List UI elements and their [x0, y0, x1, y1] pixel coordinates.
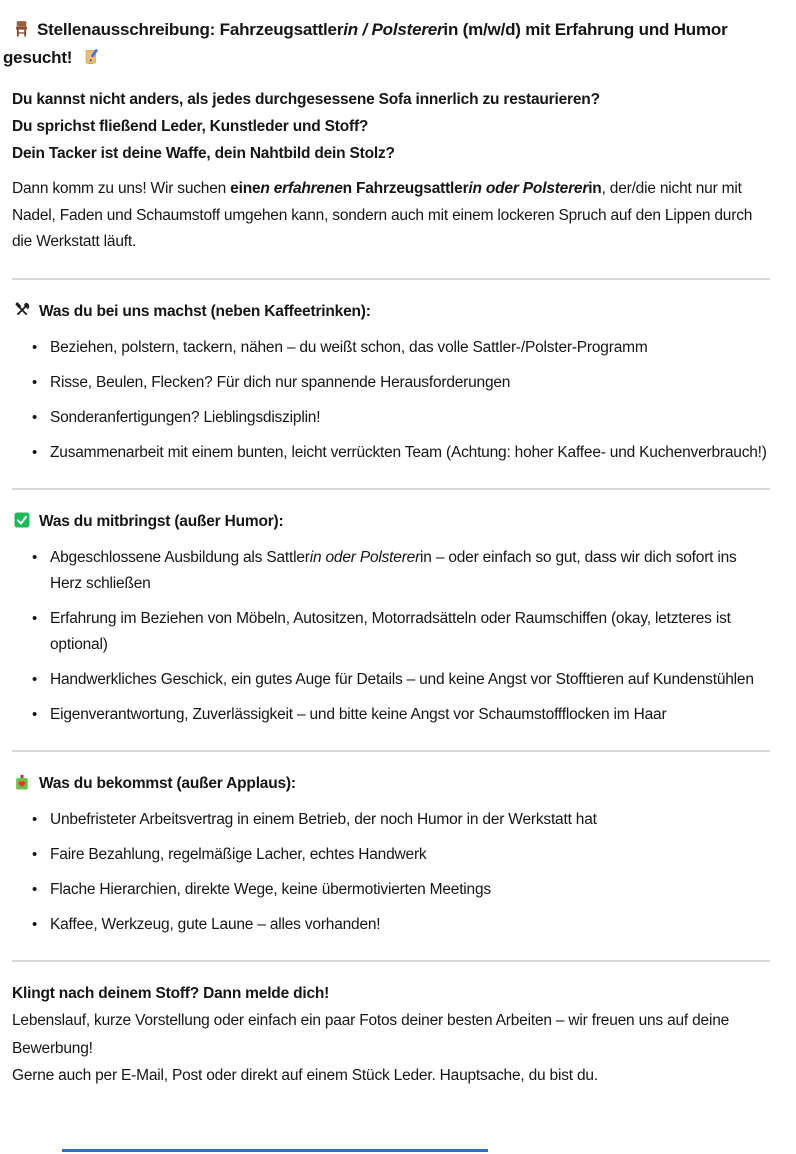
section-heading-label: Was du bei uns machst (neben Kaffeetrinken): [39, 302, 371, 320]
list-item: • Flache Hierarchien, direkte Wege, keine übermotivierten Meetings [12, 877, 770, 903]
closing-line: Lebenslauf, kurze Vorstellung oder einfach ein paar Fotos deiner besten Arbeiten – wir freuen uns auf deine Bewerbung! [12, 1012, 730, 1057]
requirements-list [12, 545, 770, 728]
title-text: Stellenausschreibung: Fahrzeugsattler [37, 20, 344, 39]
section-divider [12, 488, 770, 490]
intro-tail: , der/die nicht nur mit Nadel, Faden und Schaumstoff umgehen kann, sondern auch mit einem lockeren Spruch auf den Lippen durch die Werkstatt läuft. [12, 180, 753, 250]
page-title [3, 16, 770, 72]
chair-icon [13, 20, 30, 37]
list-item: • Faire Bezahlung, regelmäßige Lacher, echtes Handwerk [12, 842, 770, 868]
list-item: • Eigenverantwortung, Zuverlässigkeit – und bitte keine Angst vor Schaumstoffflocken im Haar [12, 702, 770, 728]
list-item: • Kaffee, Werkzeug, gute Laune – alles vorhanden! [12, 912, 770, 938]
section-heading-benefits [12, 774, 770, 794]
closing-headline: Klingt nach deinem Stoff? Dann melde dich! [12, 984, 330, 1002]
intro-paragraph [12, 176, 770, 256]
intro-bold-italic: in oder Polsterer [468, 180, 589, 197]
list-item: • Beziehen, polstern, tackern, nähen – du weißt schon, das volle Sattler-/Polster-Programm [12, 335, 770, 361]
section-heading-label: Was du bekommst (außer Applaus): [39, 774, 296, 792]
list-item: • Unbefristeter Arbeitsvertrag in einem Betrieb, der noch Humor in der Werkstatt hat [12, 807, 770, 833]
section-heading-label: Was du mitbringst (außer Humor): [39, 512, 284, 530]
section-heading-requirements [12, 512, 770, 532]
closing-block [12, 980, 770, 1090]
hook-questions [12, 86, 770, 167]
section-divider [12, 278, 770, 280]
list-item: • Sonderanfertigungen? Lieblingsdisziplin! [12, 405, 770, 431]
intro-bold-italic: n erfahrene [260, 180, 343, 197]
intro-bold: eine [230, 180, 261, 197]
closing-line: Gerne auch per E-Mail, Post oder direkt auf einem Stück Leder. Hauptsache, du bist du. [12, 1067, 598, 1084]
hook-question: Du sprichst fließend Leder, Kunstleder und Stoff? [12, 118, 369, 135]
intro-bold: n Fahrzeugsattler [342, 180, 469, 197]
bullet-italic: in oder Polsterer [309, 548, 421, 566]
title-text-2: in (m/w/d) mit Erfahrung und Humor gesucht! [3, 20, 728, 67]
check-icon [14, 512, 30, 528]
hammer-wrench-icon [14, 302, 30, 318]
list-item: • Handwerkliches Geschick, ein gutes Auge für Details – und keine Angst vor Stofftieren auf Kundenstühlen [12, 667, 770, 693]
hook-question: Dein Tacker ist deine Waffe, dein Nahtbild dein Stolz? [12, 145, 395, 162]
tasks-list [12, 335, 770, 466]
intro-lead: Dann komm zu uns! Wir suchen [12, 180, 231, 197]
intro-bold: in [588, 180, 602, 197]
section-divider [12, 750, 770, 752]
section-divider [12, 960, 770, 962]
memo-icon [83, 48, 100, 65]
list-item: • Abgeschlossene Ausbildung als Sattlerin oder Polstererin – oder einfach so gut, dass wir dich sofort ins Herz schließen [12, 545, 770, 597]
section-heading-tasks [12, 302, 770, 322]
list-item: • Risse, Beulen, Flecken? Für dich nur spannende Herausforderungen [12, 370, 770, 396]
benefits-list [12, 807, 770, 938]
title-text-italic: in / Polsterer [343, 20, 444, 39]
list-item: • Zusammenarbeit mit einem bunten, leicht verrückten Team (Achtung: hoher Kaffee- und Kuchenverbrauch!) [12, 440, 770, 466]
list-item: • Erfahrung im Beziehen von Möbeln, Autositzen, Motorradsätteln oder Raumschiffen (okay, letzteres ist optional) [12, 606, 770, 658]
partial-blue-rule [62, 1149, 488, 1152]
hook-question: Du kannst nicht anders, als jedes durchgesessene Sofa innerlich zu restaurieren? [12, 91, 600, 108]
gift-icon [14, 774, 30, 790]
